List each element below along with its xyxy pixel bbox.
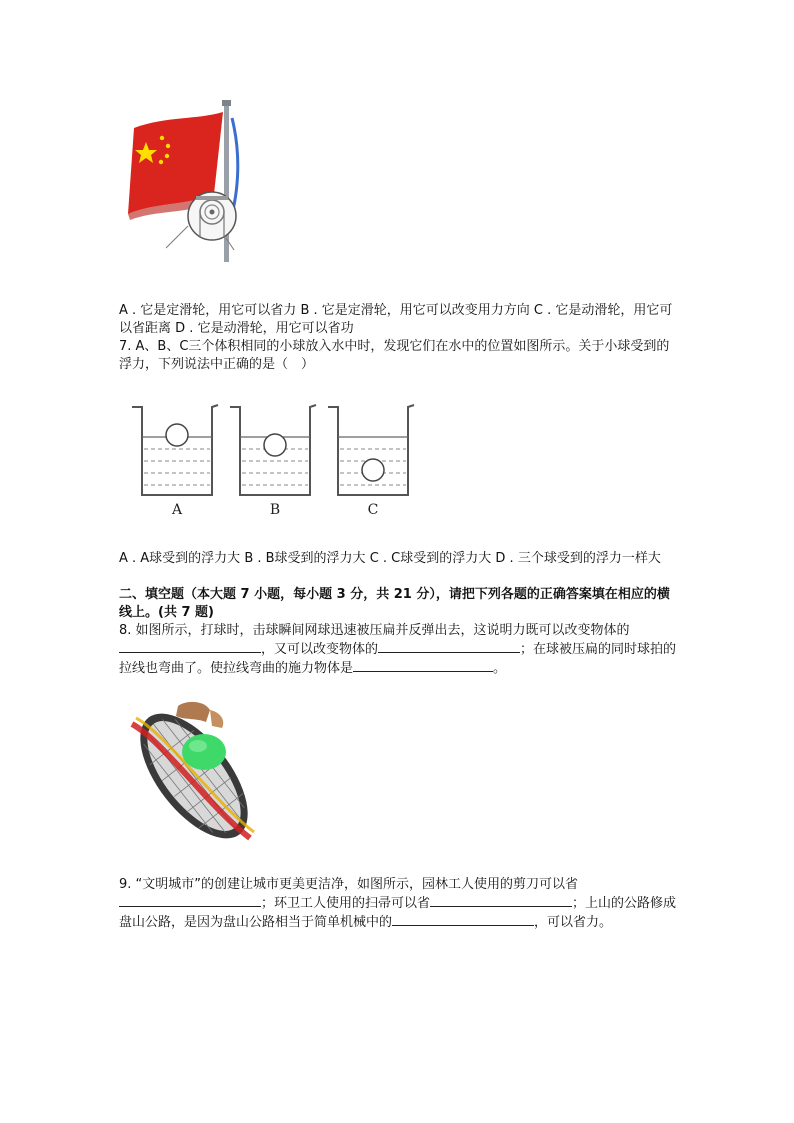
flag-pulley-figure	[126, 98, 242, 266]
q7-option-d[interactable]: D . 三个球受到的浮力一样大	[495, 551, 661, 566]
q6-options	[119, 302, 679, 338]
beaker-label-a: A	[171, 502, 183, 518]
q9-blank-2[interactable]	[430, 894, 572, 907]
q8-part3: ；在球被压扁的同时球拍的拉线也弯曲了。使拉线弯曲的施力物体是	[119, 642, 677, 676]
beaker-c	[328, 405, 414, 518]
q9-text	[119, 876, 679, 932]
ball-a	[166, 424, 188, 446]
q7-options	[119, 550, 679, 568]
tennis-ball	[182, 734, 226, 770]
q9-blank-1[interactable]	[119, 894, 261, 907]
beaker-b	[230, 405, 316, 518]
q7-stem: 7. A、B、C三个体积相同的小球放入水中时，发现它们在水中的位置如图所示。关于小球受到的浮力，下列说法中正确的是（ ）	[119, 339, 670, 372]
q6-option-b[interactable]: B . 它是定滑轮，用它可以改变用力方向	[300, 303, 530, 318]
beaker-label-b: B	[269, 502, 281, 518]
section2-heading: 二、填空题（本大题 7 小题，每小题 3 分，共 21 分），请把下列各题的正确答案填在相应的横线上。(共 7 题)	[119, 587, 670, 620]
q6-option-d[interactable]: D . 它是动滑轮，用它可以省功	[175, 321, 354, 336]
q8-part4: 。	[493, 661, 507, 676]
q9-part1: 9. “文明城市”的创建让城市更美更洁净，如图所示，园林工人使用的剪刀可以省	[119, 877, 579, 892]
q7-option-b[interactable]: B . B球受到的浮力大	[244, 551, 366, 566]
q8-blank-3[interactable]	[353, 659, 493, 672]
q8-part1: 8. 如图所示，打球时，击球瞬间网球迅速被压扁并反弹出去，这说明力既可以改变物体的	[119, 623, 630, 638]
q9-part3: ；上山的公路修成盘山公路，是因为盘山公路相当于简单机械中的	[119, 896, 677, 930]
q8-text	[119, 622, 679, 678]
q9-blank-3[interactable]	[392, 913, 534, 926]
q6-option-a[interactable]: A . 它是定滑轮，用它可以省力	[119, 303, 297, 318]
beaker-a	[132, 405, 218, 518]
tennis-racket-figure	[122, 700, 268, 850]
beakers-figure	[124, 403, 416, 521]
q7-option-c[interactable]: C . C球受到的浮力大	[369, 551, 492, 566]
q9-part4: ，可以省力。	[534, 915, 613, 930]
q6-option-c[interactable]: C . 它是动滑轮，用它可以省距离	[119, 303, 673, 336]
q8-part2: ，又可以改变物体的	[261, 642, 379, 657]
ball-c	[362, 459, 384, 481]
q9-part2: ；环卫工人使用的扫帚可以省	[261, 896, 431, 911]
q8-blank-1[interactable]	[119, 640, 261, 653]
q8-blank-2[interactable]	[378, 640, 520, 653]
q7-option-a[interactable]: A . A球受到的浮力大	[119, 551, 241, 566]
beaker-label-c: C	[367, 502, 379, 518]
ball-b	[264, 434, 286, 456]
